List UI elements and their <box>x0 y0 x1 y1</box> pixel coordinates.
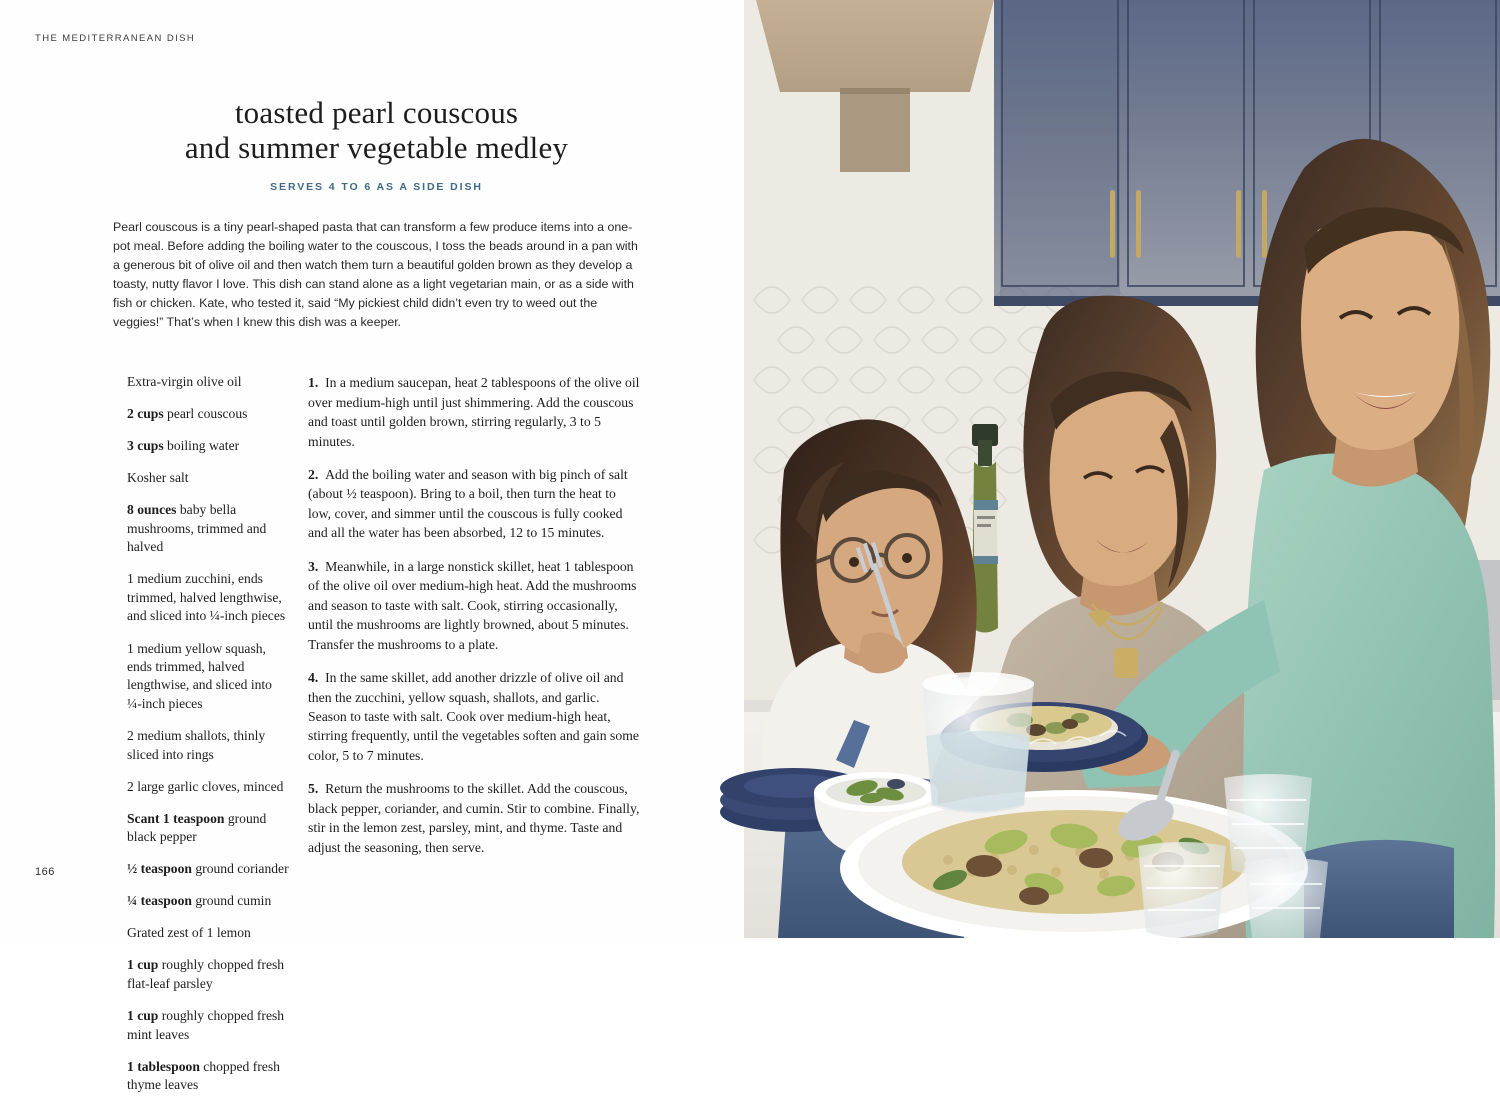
ingredient-item: Scant 1 teaspoon ground black pepper <box>127 810 267 845</box>
pendant <box>1114 648 1138 678</box>
ingredient-item: Kosher salt <box>127 470 189 486</box>
ingredient-item: 1 medium zucchini, ends trimmed, halved lengthwise, and sliced into ¼-inch pieces <box>127 571 286 624</box>
ingredient-item: Grated zest of 1 lemon <box>127 925 251 941</box>
ingredient-item: 2 medium shallots, thinly sliced into rings <box>127 728 266 762</box>
recipe-title-line-1: toasted pearl couscous <box>234 95 519 130</box>
instruction-step: 5. Return the mushrooms to the skillet. Add the couscous, black pepper, coriander, and cumin. Stir to combine. Finally, stir in the lemon zest, parsley, mint, and thyme. Taste and adjust the seasoning, then serve. <box>308 781 640 855</box>
recipe-content <box>113 96 640 1108</box>
serves-label: SERVES 4 TO 6 AS A SIDE DISH <box>270 181 483 194</box>
ingredient-item: ½ teaspoon ground coriander <box>127 861 289 877</box>
water-glass-4 <box>1244 858 1328 938</box>
ingredient-item: 8 ounces baby bella mushrooms, trimmed and halved <box>127 502 267 555</box>
ingredient-item: 2 cups pearl couscous <box>127 406 248 422</box>
ingredient-item: ¼ teaspoon ground cumin <box>127 893 272 909</box>
jeans <box>1304 840 1454 938</box>
recipe-title-line-2: and summer vegetable medley <box>184 129 569 165</box>
ingredient-item: 1 cup roughly chopped fresh flat-leaf parsley <box>127 957 285 991</box>
recipe-headnote: Pearl couscous is a tiny pearl-shaped pasta that can transform a few produce items into a one-pot meal. Before adding the boiling water to the couscous, I toss the beads around in a pan with a generous bit of olive oil and then watch them turn a beautiful golden brown as they develop a toasty, nutty flavor I love. This dish can stand alone as a light vegetarian main, or as a side with fish or chicken. Kate, who tested it, said “My pickiest child didn’t even try to weed out the veggies!” That’s when I knew this dish was a keeper. <box>113 220 638 329</box>
ingredient-item: 1 cup roughly chopped fresh mint leaves <box>127 1008 285 1042</box>
ingredients-list <box>113 360 308 1108</box>
kitchen-scene-illustration <box>744 0 1500 938</box>
water-glass-1 <box>922 672 1034 813</box>
instruction-step: 4. In the same skillet, add another drizzle of olive oil and then the zucchini, yellow squash, shallots, and garlic. Season to taste with salt. Cook over medium-high heat, stirring frequently, until the vegetables soften and gain some color, 5 to 7 minutes. <box>308 670 639 763</box>
ingredient-item: Extra-virgin olive oil <box>127 374 242 390</box>
page-number: 166 <box>35 866 55 878</box>
recipe-columns <box>113 360 640 1108</box>
instructions-list <box>308 360 640 1108</box>
ingredient-item: 1 medium yellow squash, ends trimmed, halved lengthwise, and sliced into ¼-inch pieces <box>127 640 272 711</box>
recipe-page <box>0 0 744 1093</box>
running-head: THE MEDITERRANEAN DISH <box>35 33 196 44</box>
instruction-step: 3. Meanwhile, in a large nonstick skillet, heat 1 tablespoon of the olive oil over medium-high heat. Add the mushrooms and season to taste with salt. Cook, stirring occasionally, until the mushrooms are lightly browned, about 5 minutes. Transfer the mushrooms to a plate. <box>308 558 637 652</box>
instruction-step: 2. Add the boiling water and season with big pinch of salt (about ½ teaspoon). Bring to a boil, then turn the heat to low, cover, and simmer until the couscous is fully cooked and all the water has been absorbed, 12 to 15 minutes. <box>308 467 628 541</box>
page-title <box>113 96 640 165</box>
water-glass-2 <box>1138 842 1226 938</box>
recipe-photograph <box>744 0 1500 938</box>
instruction-step: 1. In a medium saucepan, heat 2 tablespoons of the olive oil over medium-high until just shimmering. Add the couscous and toast until golden brown, stirring regularly, 3 to 5 minutes. <box>308 375 640 449</box>
ingredient-item: 1 tablespoon chopped fresh thyme leaves <box>127 1058 280 1093</box>
ingredient-item: 3 cups boiling water <box>127 438 240 454</box>
ingredient-item: 2 large garlic cloves, minced <box>127 778 284 794</box>
